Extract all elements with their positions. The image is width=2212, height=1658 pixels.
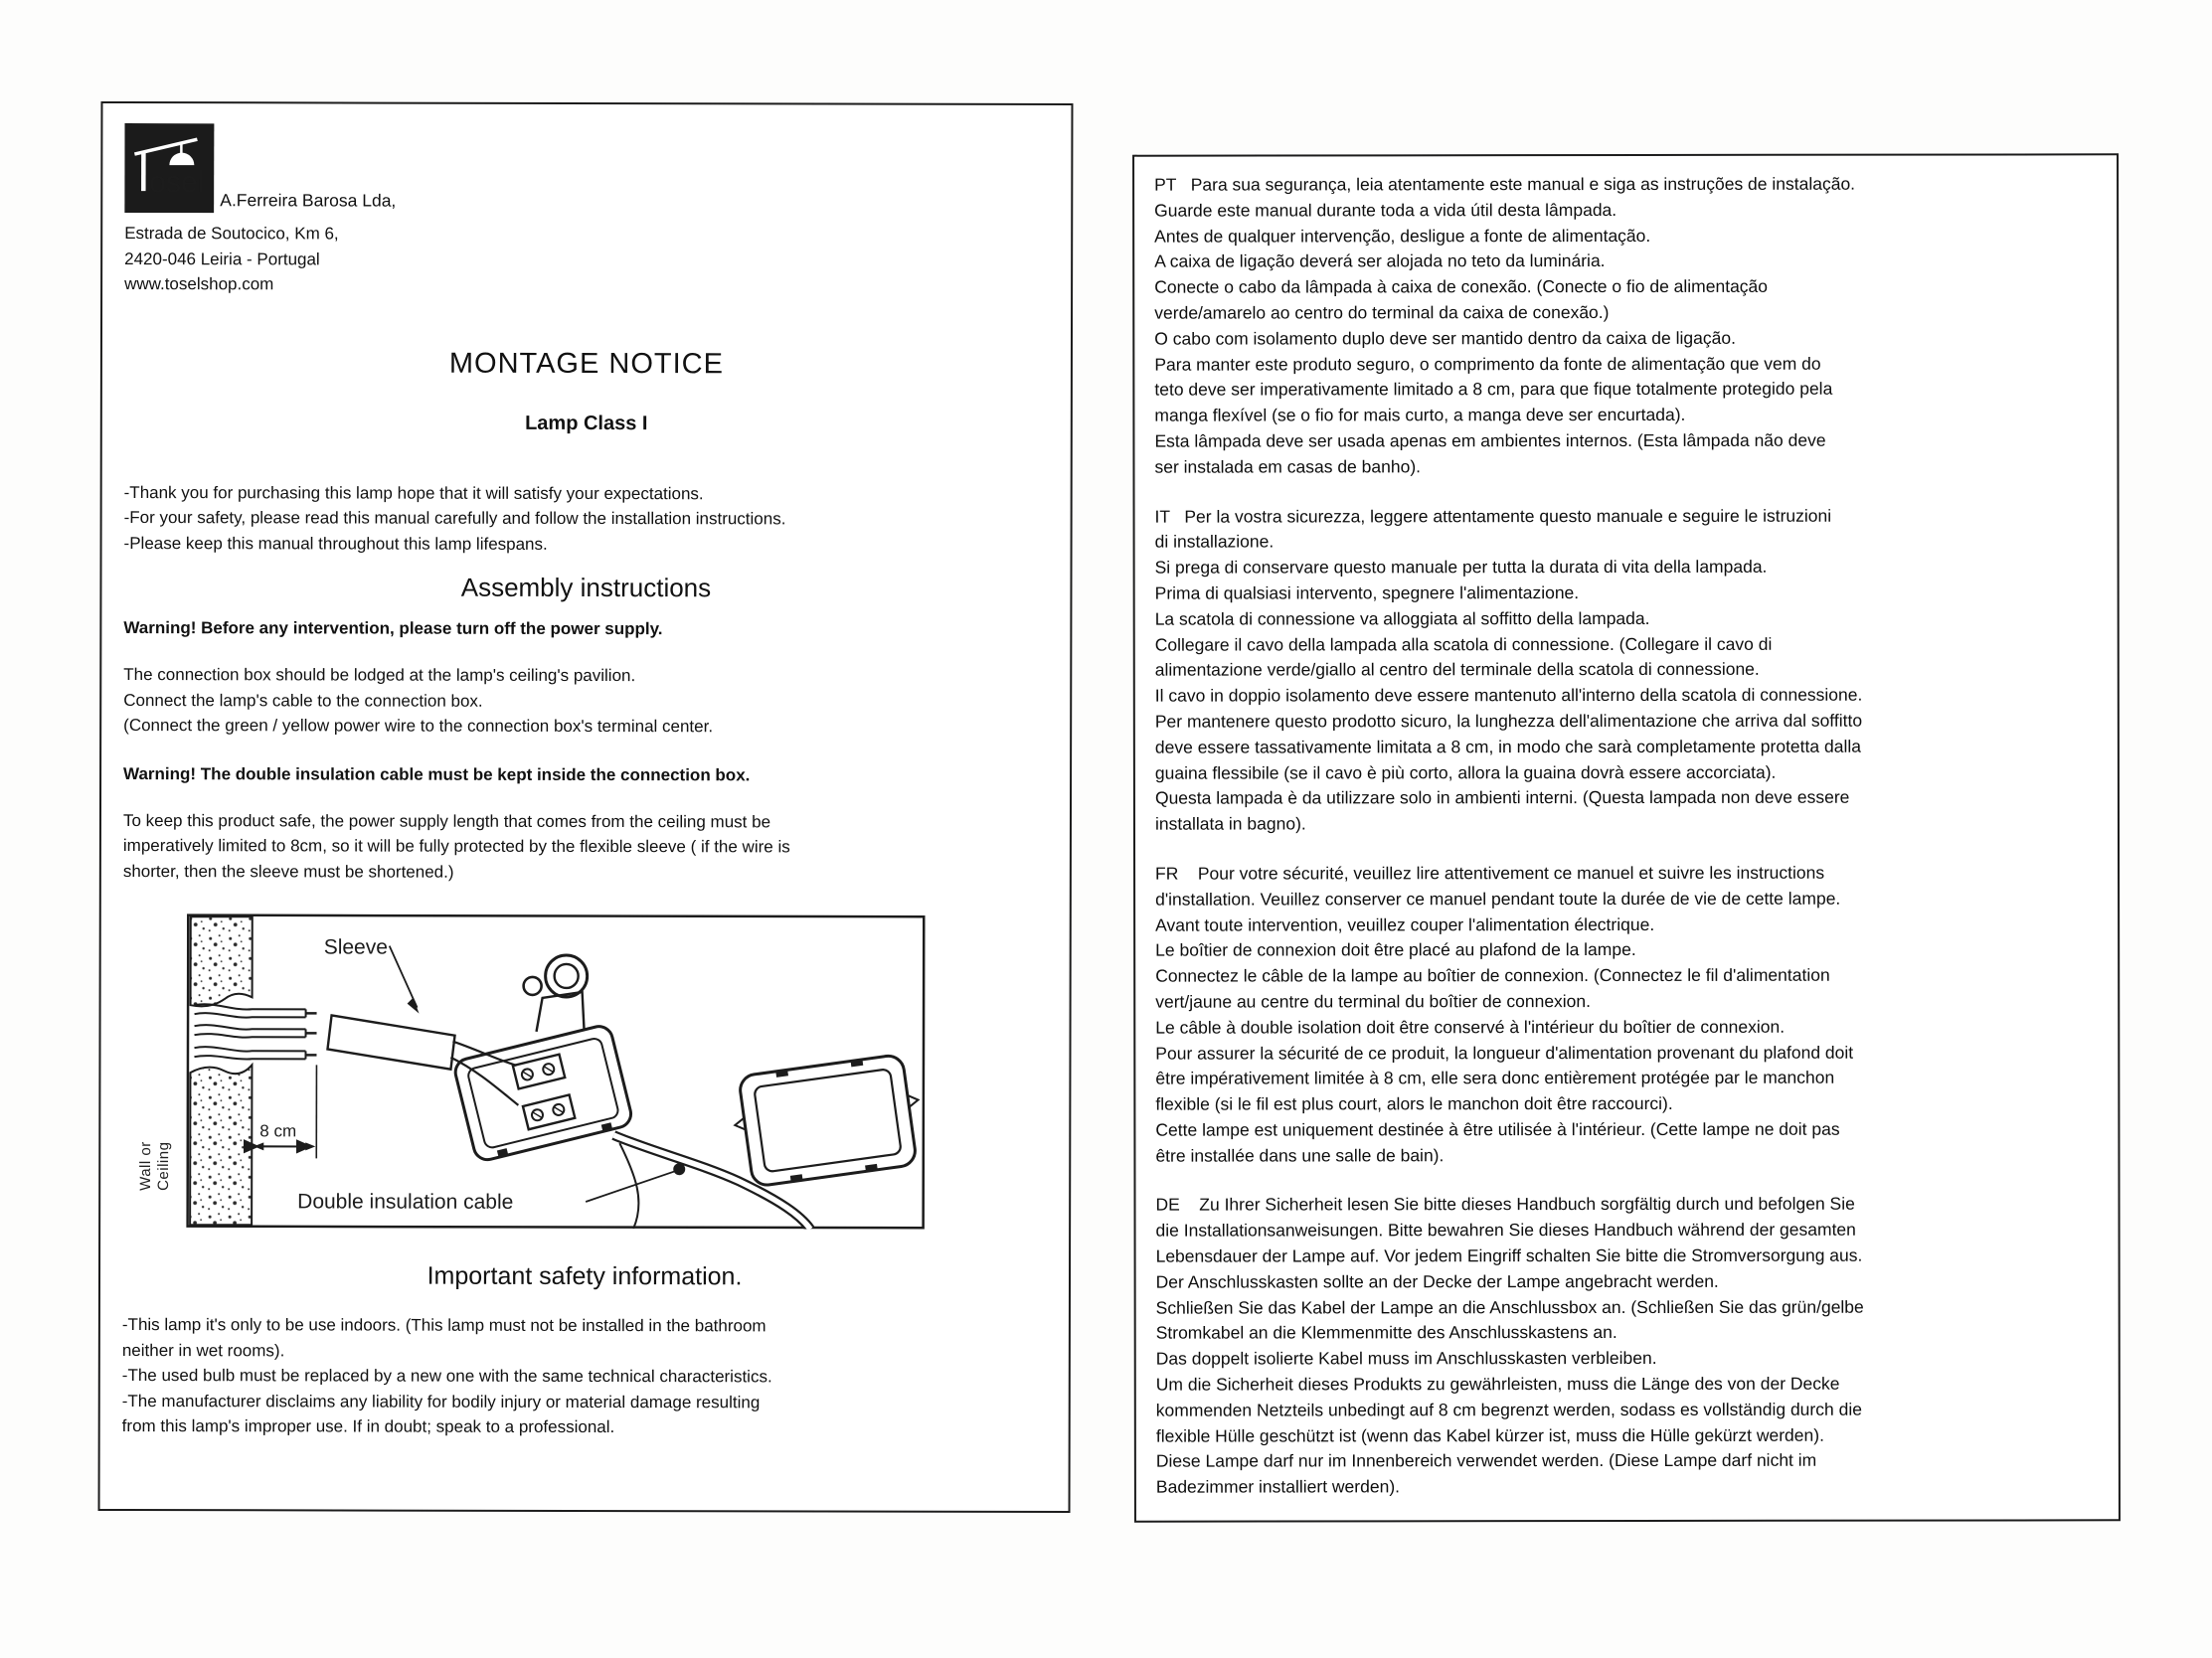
- installation-diagram: [137, 913, 926, 1230]
- safety-heading: Important safety information.: [426, 1261, 743, 1291]
- left-page: [98, 101, 1074, 1513]
- section-fr: FR Pour votre sécurité, veuillez lire attentivement ce manuel et suivre les instructions d'installation. Veuillez conserver ce manuel pendant toute la durée de vie de cette lampe. Avant toute intervention, veuillez couper l'alimentation électrique. Le boîtier de connexion doit être placé au plafond de la lampe. Connectez le câble de la lampe au boîtier de connexion. (Connectez le fil d'alimentation vert/jaune au centre du terminal du boîtier de connexion. Le câble à double isolation doit être conservé à l'intérieur du boîtier de connexion. Pour assurer la sécurité de ce produit, la longueur d'alimentation provenant du plafond doit être impérativement limitée à 8 cm, elle sera donc entièrement protégée par le manchon flexible (si le fil est plus court, alors le manchon doit être raccourci). Cette lampe est uniquement destinée à être utilisée à l'intérieur. (Cette lampe ne doit pas être installée dans une salle de bain).: [1155, 862, 1854, 1166]
- dimension-8cm: [254, 1065, 316, 1158]
- intro-paragraph: -Thank you for purchasing this lamp hope that it will satisfy your expectations. -For your safety, please read this manual carefully and follow the installation instructions. -Please keep this manual throughout this lamp lifespans.: [123, 482, 786, 554]
- section-de: DE Zu Ihrer Sicherheit lesen Sie bitte dieses Handbuch sorgfältig durch und befolgen Sie die Installationsanweisungen. Bitte bewahren Sie dieses Handbuch während der gesamten Lebensdauer der Lampe auf. Vor jedem Eingriff schalten Sie bitte die Stromversorgung aus. Der Anschlusskasten sollte an der Decke der Lampe angebracht werden. Schließen Sie das Kabel der Lampe an die Anschlussbox an. (Schließen Sie das grün/gelbe Stromkabel an die Klemmenmitte des Anschlusskastens an. Das doppelt isolierte Kabel muss im Anschlusskasten verbleiben. Um die Sicherheit dieses Produkts zu gewährleisten, muss die Länge des von der Decke kommenden Netzteils unbedingt auf 8 cm begrenzt werden, sodass es vollständig durch die flexible Hülle geschützt ist (wenn das Kabel kürzer ist, muss die Hülle gekürzt werden). Diese Lampe darf nur im Innenbereich verwendet werden. (Diese Lampe darf nicht im Badezimmer installiert werden).: [1155, 1194, 1864, 1497]
- connection-box: [452, 1024, 633, 1163]
- diagram-drawing: [186, 913, 926, 1230]
- cable-label: Double insulation cable: [297, 1190, 514, 1214]
- logo-text: osel: [149, 166, 205, 200]
- dimension-label: 8 cm: [259, 1121, 297, 1141]
- tosel-logo: [124, 123, 214, 213]
- section-it: IT Per la vostra sicurezza, leggere attentamente questo manuale e seguire le istruzioni di installazione. Si prega di conservare questo manuale per tutta la durata di vita della lampada. Prima di qualsiasi intervento, spegnere l'alimentazione. La scatola di connessione va alloggiata al soffitto della lampada. Collegare il cavo della lampada alla scatola di connessione. (Collegare il cavo di alimentazione verde/giallo al centro del terminale della scatola di connessione. Il cavo in doppio isolamento deve essere mantenuto all'interno della scatola di connessione. Per mantenere questo prodotto sicuro, la lunghezza dell'alimentazione che arriva dal soffitto deve essere tassativamente limitata a 8 cm, in modo che sarà completamente protetta dalla guaina flessibile (se il cavo è più corto, allora la guaina dovrà essere accorciata). Questa lampada è da utilizzare solo in ambienti interni. (Questa lampada non deve essere installata in bagno).: [1154, 505, 1863, 834]
- sleeve-callout: [324, 935, 420, 1013]
- company-name: A.Ferreira Barosa Lda,: [220, 190, 397, 211]
- sleeve-label: Sleeve: [323, 935, 388, 959]
- safety-paragraph: -This lamp it's only to be use indoors. (This lamp must not be installed in the bathroom neither in wet rooms). -The used bulb must be replaced by a new one with the same technical characteristics. -The manufacturer disclaims any liability for bodily injury or material damage resulting from this lamp's improper use. If in doubt; speak to a professional.: [121, 1315, 772, 1437]
- letterhead: [124, 123, 1049, 215]
- hanging-ring: [524, 955, 588, 1032]
- warning-double-insulation: Warning! The double insulation cable must be kept inside the connection box.: [123, 763, 751, 784]
- page-title: MONTAGE NOTICE: [448, 347, 724, 380]
- right-page: [1132, 153, 2121, 1522]
- sleeve-tube: [327, 1015, 454, 1069]
- connection-paragraph: The connection box should be lodged at the lamp's ceiling's pavilion. Connect the lamp's cable to the connection box. (Connect the green / yellow power wire to the connection box's terminal center.: [123, 665, 714, 737]
- power-wires: [194, 1004, 316, 1060]
- supply-length-paragraph: To keep this product safe, the power supply length that comes from the ceiling must be imperatively limited to 8cm, so it will be fully protected by the flexible sleeve ( if the wire is shorter, then the sleeve must be shortened.): [122, 810, 790, 882]
- box-lid: [729, 1053, 926, 1188]
- wall-texture: [190, 916, 253, 1225]
- warning-power-supply: Warning! Before any intervention, please turn off the power supply.: [123, 618, 663, 639]
- section-pt: PT Para sua segurança, leia atentamente este manual e siga as instruções de instalação. Guarde este manual durante toda a vida útil desta lâmpada. Antes de qualquer intervenção, desligue a fonte de alimentação. A caixa de ligação deverá ser alojada no teto da luminária. Conecte o cabo da lâmpada à caixa de conexão. (Conecte o fio de alimentação verde/amarelo ao centro do terminal da caixa de conexão.) O cabo com isolamento duplo deve ser mantido dentro da caixa de ligação. Para manter este produto seguro, o comprimento da fonte de alimentação que vem do teto deve ser imperativamente limitado a 8 cm, para que fique totalmente protegido pela manga flexível (se o fio for mais curto, a manga deve ser encurtada). Esta lâmpada deve ser usada apenas em ambientes internos. (Esta lâmpada não deve ser instalada em casas de banho).: [1154, 173, 1856, 477]
- lamp-class-subtitle: Lamp Class I: [525, 412, 648, 434]
- wall-ceiling-label: Wall or Ceiling: [137, 1141, 173, 1191]
- cable-callout: [297, 1162, 685, 1214]
- assembly-heading: Assembly instructions: [460, 572, 712, 603]
- company-address: Estrada de Soutocico, Km 6, 2420-046 Leiria - Portugal www.toselshop.com: [124, 224, 339, 294]
